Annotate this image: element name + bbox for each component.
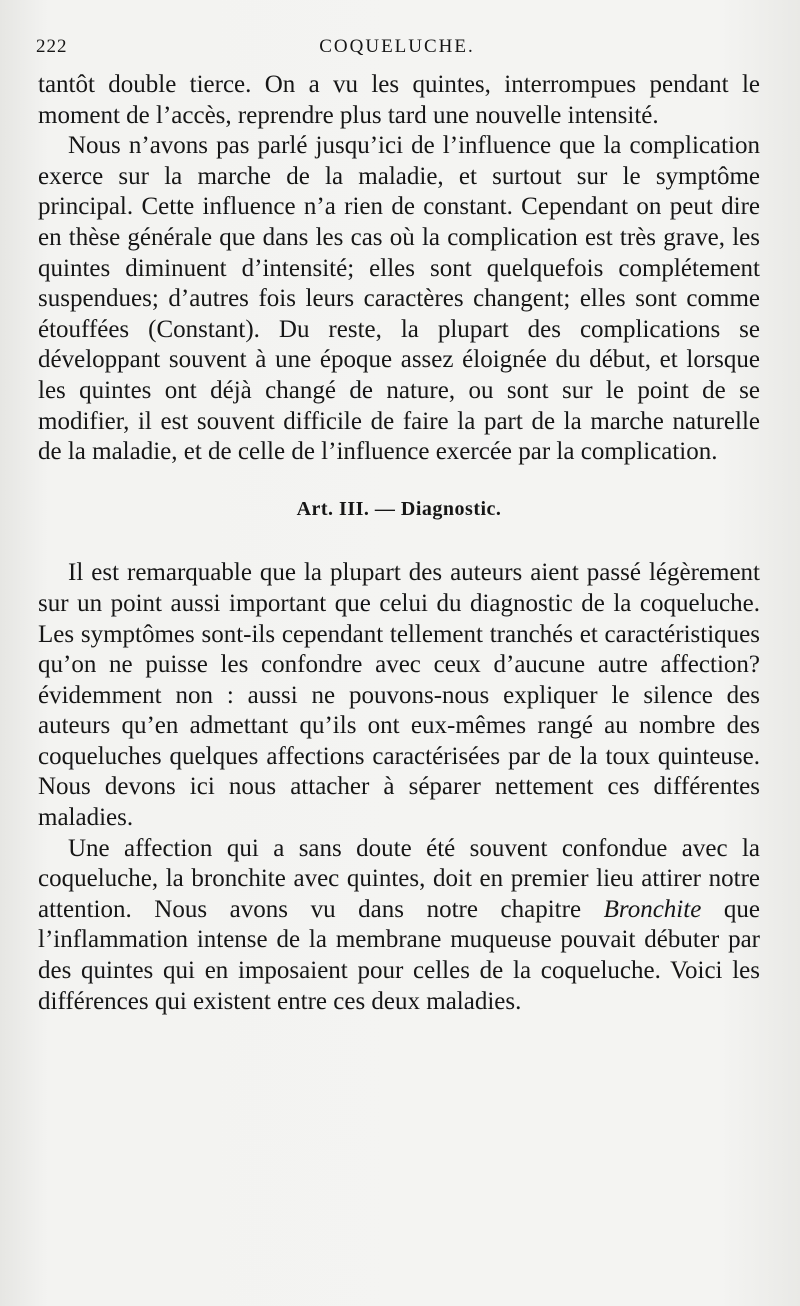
paragraph-bronchite bbox=[38, 834, 760, 1018]
page-number: 222 bbox=[36, 36, 68, 57]
bronchite-italic: Bronchite bbox=[603, 895, 702, 923]
paragraph-diagnostic-intro: Il est remarquable que la plupart des auteurs aient passé légèrement sur un point aussi important que celui du diagnostic de la coqueluche. Les symptômes sont-ils cependant tellement tranchés et caractéristiques qu’on ne puisse les confondre avec ceux d’aucune autre affection? évidemment non : aussi ne pouvons-nous expliquer le silence des auteurs qu’en admettant qu’ils ont eux-mêmes rangé au nombre des coqueluches quelques affections caractérisées par de la toux quinteuse. Nous devons ici nous attacher à séparer nettement ces différentes maladies. bbox=[38, 559, 760, 832]
paragraph-complication: Nous n’avons pas parlé jusqu’ici de l’influence que la complication exerce sur la marche de la maladie, et surtout sur le symptôme principal. Cette influence n’a rien de constant. Cependant on peut dire en thèse générale que dans les cas où la complication est très grave, les quintes diminuent d’intensité; elles sont quelquefois complétement suspendues; d’autres fois leurs caractères changent; elles sont comme étouffées (Constant). Du reste, la plupart des complications se développant souvent à une époque assez éloignée du début, et lorsque les quintes ont déjà changé de nature, ou sont sur le point de se modifier, il est souvent difficile de faire la part de la marche naturelle de la maladie, et de celle de l’influence exercée par la complication. bbox=[38, 132, 760, 466]
paragraph-bronchite-end: que l’inflammation intense de la membrane muqueuse pouvait débuter par des quintes qui en imposaient pour celles de la coqueluche. Voici les différences qui existent entre ces deux maladies. bbox=[38, 895, 760, 1015]
paragraph-bronchite-start: Une affection qui a sans doute été souvent confondue avec la coqueluche, la bronchite avec quintes, doit en premier lieu attirer notre attention. Nous avons vu dans notre chapitre bbox=[38, 834, 760, 923]
running-head bbox=[36, 36, 758, 62]
body-text bbox=[38, 70, 760, 1017]
paragraph-continuation: tantôt double tierce. On a vu les quintes, interrompues pendant le moment de l’accès, reprendre plus tard une nouvelle intensité. bbox=[38, 71, 760, 129]
section-heading: Art. III. — Diagnostic. bbox=[296, 497, 502, 520]
running-head-title: COQUELUCHE. bbox=[319, 36, 475, 57]
